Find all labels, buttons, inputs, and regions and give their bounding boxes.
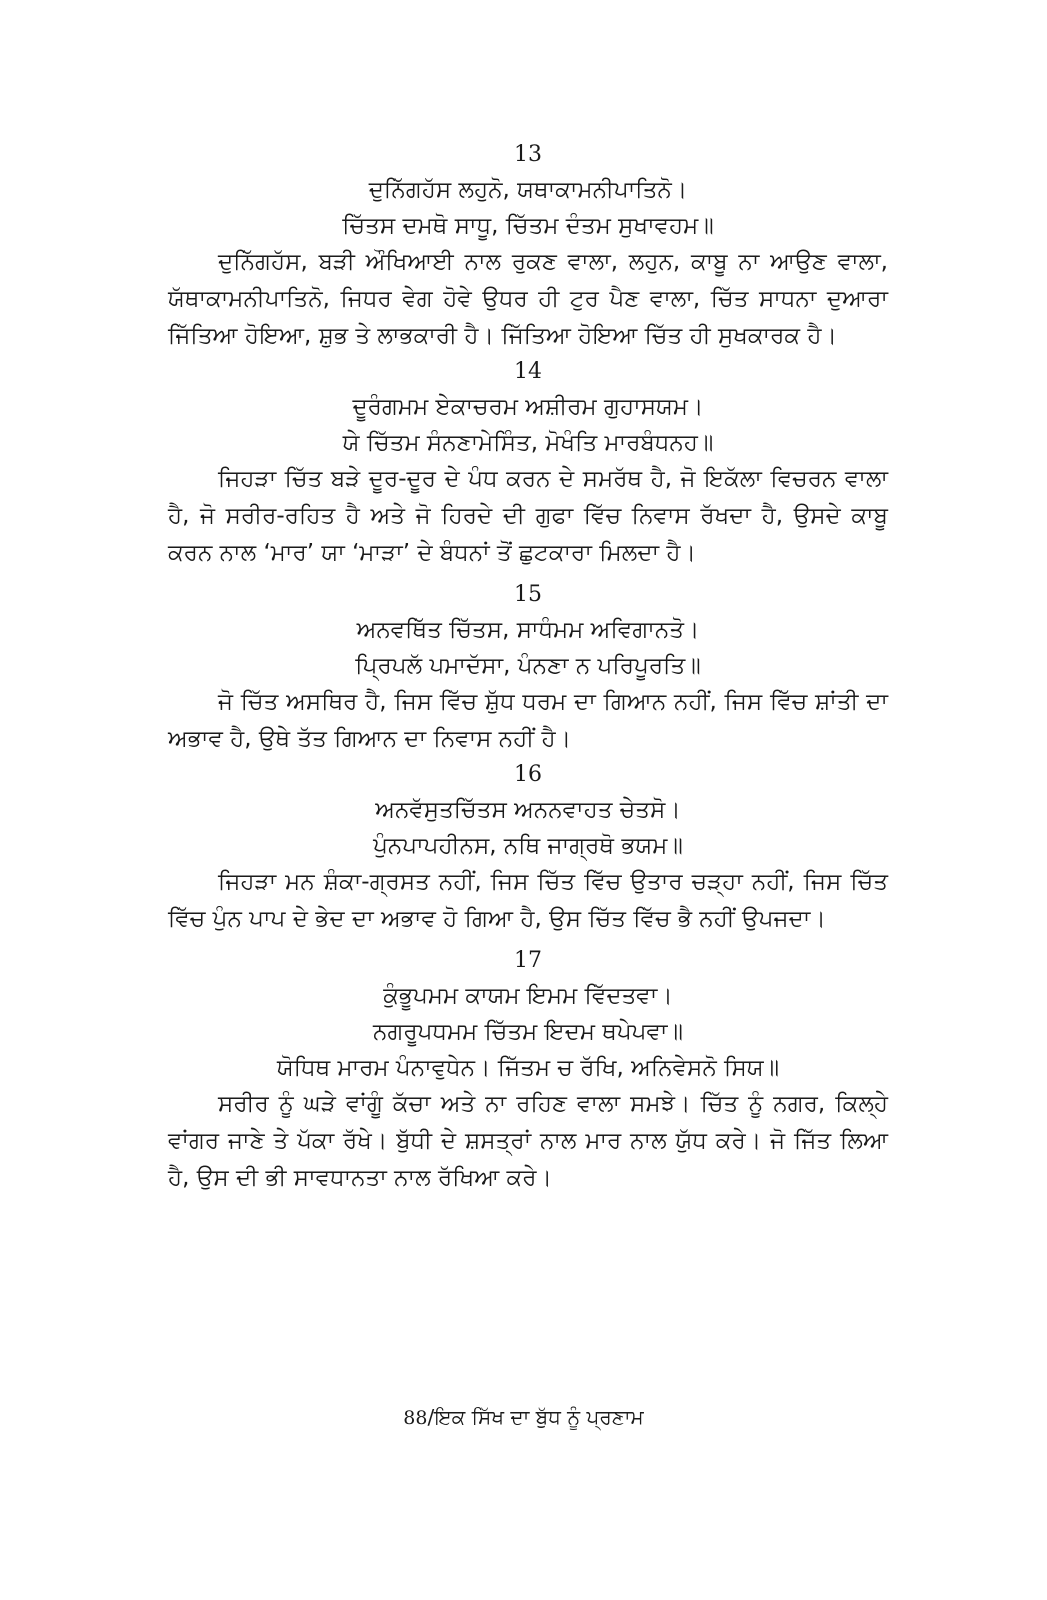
verse-line: ਨਗਰੂਪਧਮਮ ਚਿੱਤਮ ਇਦਮ ਥਪੇਪਵਾ॥	[372, 1019, 683, 1045]
verse-line: ਦੂਰੰਗਮਮ ਏਕਾਚਰਮ ਅਸ਼ੀਰਮ ਗੁਹਾਸਯਮ।	[352, 394, 704, 420]
section-number: 13	[514, 142, 542, 167]
section-17	[168, 944, 888, 1197]
commentary-paragraph: ਸਰੀਰ ਨੂੰ ਘੜੇ ਵਾਂਗੂੰ ਕੱਚਾ ਅਤੇ ਨਾ ਰਹਿਣ ਵਾਲਾ ਸਮਝੇ। ਚਿੱਤ ਨੂੰ ਨਗਰ, ਕਿਲ੍ਹੇ ਵਾਂਗਰ ਜਾਣੇ ਤੇ ਪੱਕਾ ਰੱਖੇ। ਬੁੱਧੀ ਦੇ ਸ਼ਸਤ੍ਰਾਂ ਨਾਲ ਮਾਰ ਨਾਲ ਯੁੱਧ ਕਰੇ। ਜੋ ਜਿੱਤ ਲਿਆ ਹੈ, ਉਸ ਦੀ ਭੀ ਸਾਵਧਾਨਤਾ ਨਾਲ ਰੱਖਿਆ ਕਰੇ।	[168, 1091, 888, 1191]
page-body	[168, 138, 888, 1197]
verse-line: ਪੁੰਨਪਾਪਹੀਨਸ, ਨਥਿ ਜਾਗ੍ਰਥੋ ਭਯਮ॥	[373, 833, 683, 859]
section-15	[168, 578, 888, 758]
running-title: ਇਕ ਸਿੱਖ ਦਾ ਬੁੱਧ ਨੂੰ ਪ੍ਰਣਾਮ	[434, 1405, 644, 1429]
verse-line: ਦੁਨਿੱਗਹੱਸ ਲਹੁਨੋ, ਯਥਾਕਾਮਨੀਪਾਤਿਨੋ।	[368, 177, 688, 203]
page-number: 88	[403, 1407, 428, 1429]
section-number: 16	[514, 762, 542, 787]
verse-line: ਪ੍ਰਿਪਲੱ ਪਮਾਦੱਸਾ, ਪੰਨਣਾ ਨ ਪਰਿਪੂਰਤਿ॥	[355, 653, 701, 679]
commentary-paragraph: ਜਿਹੜਾ ਚਿੱਤ ਬੜੇ ਦੂਰ-ਦੂਰ ਦੇ ਪੰਧ ਕਰਨ ਦੇ ਸਮਰੱਥ ਹੈ, ਜੋ ਇਕੱਲਾ ਵਿਚਰਨ ਵਾਲਾ ਹੈ, ਜੋ ਸਰੀਰ-ਰਹਿਤ ਹੈ ਅਤੇ ਜੋ ਹਿਰਦੇ ਦੀ ਗੁਫਾ ਵਿੱਚ ਨਿਵਾਸ ਰੱਖਦਾ ਹੈ, ਉਸਦੇ ਕਾਬੂ ਕਰਨ ਨਾਲ ‘ਮਾਰ’ ਯਾ ‘ਮਾੜਾ’ ਦੇ ਬੰਧਨਾਂ ਤੋਂ ਛੁਟਕਾਰਾ ਮਿਲਦਾ ਹੈ।	[168, 466, 888, 566]
section-number: 17	[514, 948, 542, 973]
section-13	[168, 138, 888, 355]
commentary-paragraph: ਜੋ ਚਿੱਤ ਅਸਥਿਰ ਹੈ, ਜਿਸ ਵਿੱਚ ਸ਼ੁੱਧ ਧਰਮ ਦਾ ਗਿਆਨ ਨਹੀਂ, ਜਿਸ ਵਿੱਚ ਸ਼ਾਂਤੀ ਦਾ ਅਭਾਵ ਹੈ, ਉਥੇ ਤੱਤ ਗਿਆਨ ਦਾ ਨਿਵਾਸ ਨਹੀਂ ਹੈ।	[168, 689, 888, 752]
commentary-paragraph: ਦੁਨਿੱਗਹੱਸ, ਬੜੀ ਔਖਿਆਈ ਨਾਲ ਰੁਕਣ ਵਾਲਾ, ਲਹੁਨ, ਕਾਬੂ ਨਾ ਆਉਣ ਵਾਲਾ, ਯੱਥਾਕਾਮਨੀਪਾਤਿਨੋ, ਜਿਧਰ ਵੇਗ ਹੋਵੇ ਉਧਰ ਹੀ ਟੁਰ ਪੈਣ ਵਾਲਾ, ਚਿੱਤ ਸਾਧਨਾ ਦੁਆਰਾ ਜਿੱਤਿਆ ਹੋਇਆ, ਸ਼ੁਭ ਤੇ ਲਾਭਕਾਰੀ ਹੈ। ਜਿੱਤਿਆ ਹੋਇਆ ਚਿੱਤ ਹੀ ਸੁਖਕਾਰਕ ਹੈ।	[168, 249, 888, 349]
section-16	[168, 758, 888, 938]
section-number: 15	[514, 582, 542, 607]
verse-line: ਅਨਵੱਸੁਤਚਿੱਤਸ ਅਨਨਵਾਹਤ ਚੇਤਸੋ।	[375, 797, 681, 823]
verse-line: ਕੁੰਭੂਪਮਮ ਕਾਯਮ ਇਮਮ ਵਿੱਦਤਵਾ।	[383, 983, 673, 1009]
verse-line: ਅਨਵਥਿੱਤ ਚਿੱਤਸ, ਸਾਧੰਮਮ ਅਵਿਗਾਨਤੋ।	[356, 617, 700, 643]
verse-line: ਯੇ ਚਿੱਤਮ ਸੰਨਣਾਮੇਸਿੰਤ, ਮੋਖੰਤਿ ਮਾਰਬੰਧਨਹ॥	[342, 430, 714, 456]
verse-line: ਚਿੱਤਸ ਦਮਥੋ ਸਾਧੂ, ਚਿੱਤਮ ਦੰਤਮ ਸੁਖਾਵਹਮ॥	[342, 213, 714, 239]
footer-separator: /	[427, 1405, 435, 1429]
page-footer	[0, 1402, 1047, 1433]
section-number: 14	[514, 359, 542, 384]
commentary-paragraph: ਜਿਹੜਾ ਮਨ ਸ਼ੰਕਾ-ਗ੍ਰਸਤ ਨਹੀਂ, ਜਿਸ ਚਿੱਤ ਵਿੱਚ ਉਤਾਰ ਚੜ੍ਹਾ ਨਹੀਂ, ਜਿਸ ਚਿੱਤ ਵਿੱਚ ਪੁੰਨ ਪਾਪ ਦੇ ਭੇਦ ਦਾ ਅਭਾਵ ਹੋ ਗਿਆ ਹੈ, ਉਸ ਚਿੱਤ ਵਿੱਚ ਭੈ ਨਹੀਂ ਉਪਜਦਾ।	[168, 869, 888, 932]
section-14	[168, 355, 888, 572]
verse-line: ਯੋਧਿਥ ਮਾਰਮ ਪੰਨਾਵੁਧੇਨ। ਜਿੱਤਮ ਚ ਰੱਖਿ, ਅਨਿਵੇਸਨੋ ਸਿਯ॥	[276, 1055, 780, 1081]
